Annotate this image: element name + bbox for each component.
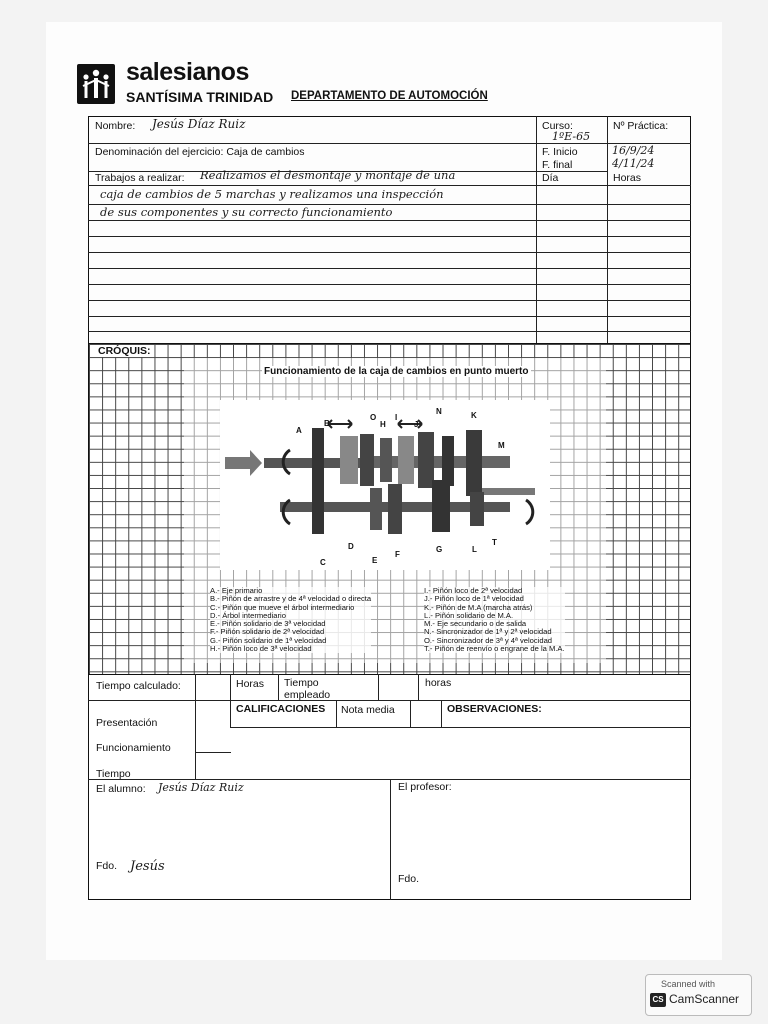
tiempo-empleado-label: Tiempo empleado bbox=[284, 677, 331, 701]
legend-item: C.- Piñón que mueve el árbol intermediario bbox=[210, 602, 355, 612]
nombre-value: Jesús Díaz Ruiz bbox=[152, 117, 246, 131]
form-rule bbox=[88, 300, 691, 301]
fecha-inicio-value: 16/9/24 bbox=[612, 144, 655, 157]
fecha-inicio-label: F. Inicio bbox=[542, 146, 578, 158]
dia-label: Día bbox=[542, 172, 559, 184]
legend-item: L.- Piñón solidario de M.A. bbox=[424, 610, 514, 620]
form-divider bbox=[536, 116, 537, 346]
legend-right bbox=[424, 587, 565, 653]
nombre-label: Nombre: bbox=[95, 120, 136, 132]
form-divider bbox=[607, 116, 608, 346]
curso-value: 1ºE-65 bbox=[552, 130, 591, 143]
camscanner-name: CamScanner bbox=[669, 992, 740, 1006]
form-rule bbox=[88, 331, 691, 332]
alumno-value: Jesús Díaz Ruiz bbox=[158, 781, 244, 794]
legend-item: N.- Sincronizador de 1ª y 2ª velocidad bbox=[424, 627, 552, 637]
camscanner-logo-icon: CS bbox=[650, 993, 666, 1007]
croquis-label: CRÓQUIS: bbox=[98, 345, 151, 357]
horas-empleadas-label: horas bbox=[425, 677, 452, 689]
form-rule bbox=[88, 143, 691, 144]
legend-item: K.- Piñón de M.A (marcha atrás) bbox=[424, 602, 533, 612]
presentacion-label: Presentación bbox=[96, 717, 158, 729]
eval-rule bbox=[195, 752, 231, 753]
diagram-letter-t: T bbox=[492, 538, 497, 547]
legend-item: H.- Piñón loco de 3ª velocidad bbox=[210, 644, 312, 654]
legend-item: T.- Piñón de reenvío o engrane de la M.A. bbox=[424, 644, 565, 654]
form-rule bbox=[88, 252, 691, 253]
diagram-title: Funcionamiento de la caja de cambios en punto muerto bbox=[264, 366, 529, 377]
legend-item: B.- Piñón de arrastre y de 4ª velocidad o directa bbox=[210, 594, 372, 604]
diagram-letter-n: N bbox=[436, 407, 442, 416]
nota-media-label: Nota media bbox=[341, 704, 395, 716]
tiempo-calculado-label: Tiempo calculado: bbox=[96, 680, 181, 692]
eval-divider bbox=[410, 700, 411, 727]
alumno-label: El alumno: bbox=[96, 783, 146, 795]
legend-item: O.- Sincronizador de 3ª y 4ª velocidad bbox=[424, 635, 553, 645]
legend-item: D.- Árbol intermediario bbox=[210, 610, 286, 620]
diagram-letter-k: K bbox=[471, 411, 477, 420]
calificaciones-label: CALIFICACIONES bbox=[236, 703, 326, 715]
trabajos-line-3: de sus componentes y su correcto funcionamiento bbox=[100, 205, 393, 219]
department-title: DEPARTAMENTO DE AUTOMOCIÓN bbox=[291, 90, 488, 102]
legend-item: G.- Piñón solidario de 1ª velocidad bbox=[210, 635, 327, 645]
salesianos-logo-icon bbox=[77, 64, 115, 104]
diagram-letter-a: A bbox=[296, 426, 302, 435]
curso-label: Curso: bbox=[542, 120, 573, 132]
legend-left bbox=[210, 587, 371, 653]
eval-divider bbox=[230, 674, 231, 727]
legend-item: I.- Piñón loco de 2ª velocidad bbox=[424, 586, 523, 595]
legend-item: E.- Piñón solidario de 3ª velocidad bbox=[210, 619, 326, 629]
diagram-letter-f: F bbox=[395, 550, 400, 559]
diagram-letter-i: I bbox=[395, 413, 398, 422]
eval-rule bbox=[230, 727, 691, 728]
diagram-letter-l: L bbox=[472, 545, 477, 554]
denominacion-label: Denominación del ejercicio: Caja de cambios bbox=[95, 146, 305, 158]
diagram-letter-e: E bbox=[372, 556, 378, 565]
eval-divider bbox=[278, 674, 279, 700]
eval-divider bbox=[441, 700, 442, 727]
legend-item: F.- Piñón solidario de 2ª velocidad bbox=[210, 627, 325, 637]
trabajos-label: Trabajos a realizar: bbox=[95, 172, 185, 184]
funcionamiento-label: Funcionamiento bbox=[96, 742, 171, 754]
legend-item: M.- Eje secundario o de salida bbox=[424, 619, 527, 629]
diagram-letter-d: D bbox=[348, 542, 354, 551]
fdo-profesor-label: Fdo. bbox=[398, 873, 420, 885]
observaciones-label: OBSERVACIONES: bbox=[447, 703, 542, 715]
diagram-letter-g: G bbox=[436, 545, 443, 554]
form-rule bbox=[88, 316, 691, 317]
horas-label: Horas bbox=[613, 172, 642, 184]
diagram-letter-m: M bbox=[498, 441, 505, 450]
tiempo-label: Tiempo bbox=[96, 768, 131, 780]
trabajos-line-2: caja de cambios de 5 marchas y realizamos una inspección bbox=[100, 187, 444, 201]
diagram-letter-j: J bbox=[414, 420, 419, 429]
diagram-letter-h: H bbox=[380, 420, 386, 429]
legend-item: J.- Piñón loco de 1ª velocidad bbox=[424, 594, 524, 604]
scanned-with-text: Scanned with bbox=[661, 979, 716, 989]
form-rule bbox=[88, 185, 691, 186]
diagram-letter-b: B bbox=[324, 419, 330, 428]
practica-label: Nº Práctica: bbox=[613, 120, 669, 132]
eval-divider bbox=[418, 674, 419, 700]
profesor-label: El profesor: bbox=[398, 781, 452, 793]
gearbox-drawing bbox=[220, 400, 550, 570]
camscanner-badge bbox=[645, 974, 752, 1016]
brand-subtitle: SANTÍSIMA TRINIDAD bbox=[126, 89, 274, 105]
fecha-final-label: F. final bbox=[542, 159, 573, 171]
fdo-alumno-label: Fdo. bbox=[96, 860, 118, 872]
trabajos-line-1: Realizamos el desmontaje y montaje de una bbox=[200, 168, 456, 182]
eval-divider bbox=[378, 674, 379, 700]
eval-rule bbox=[88, 700, 691, 701]
form-rule bbox=[88, 268, 691, 269]
diagram-letter-o: O bbox=[370, 413, 377, 422]
diagram-letter-c: C bbox=[320, 558, 326, 567]
eval-divider bbox=[336, 700, 337, 727]
eval-divider bbox=[390, 779, 391, 900]
legend-item: A.- Eje primario bbox=[210, 586, 263, 595]
form-rule bbox=[88, 236, 691, 237]
brand-name: salesianos bbox=[126, 58, 249, 86]
form-rule bbox=[88, 220, 691, 221]
form-rule bbox=[88, 284, 691, 285]
fecha-final-value: 4/11/24 bbox=[612, 157, 655, 170]
alumno-signature: Jesús bbox=[130, 859, 165, 874]
eval-divider bbox=[195, 674, 196, 779]
horas-label: Horas bbox=[236, 678, 265, 690]
